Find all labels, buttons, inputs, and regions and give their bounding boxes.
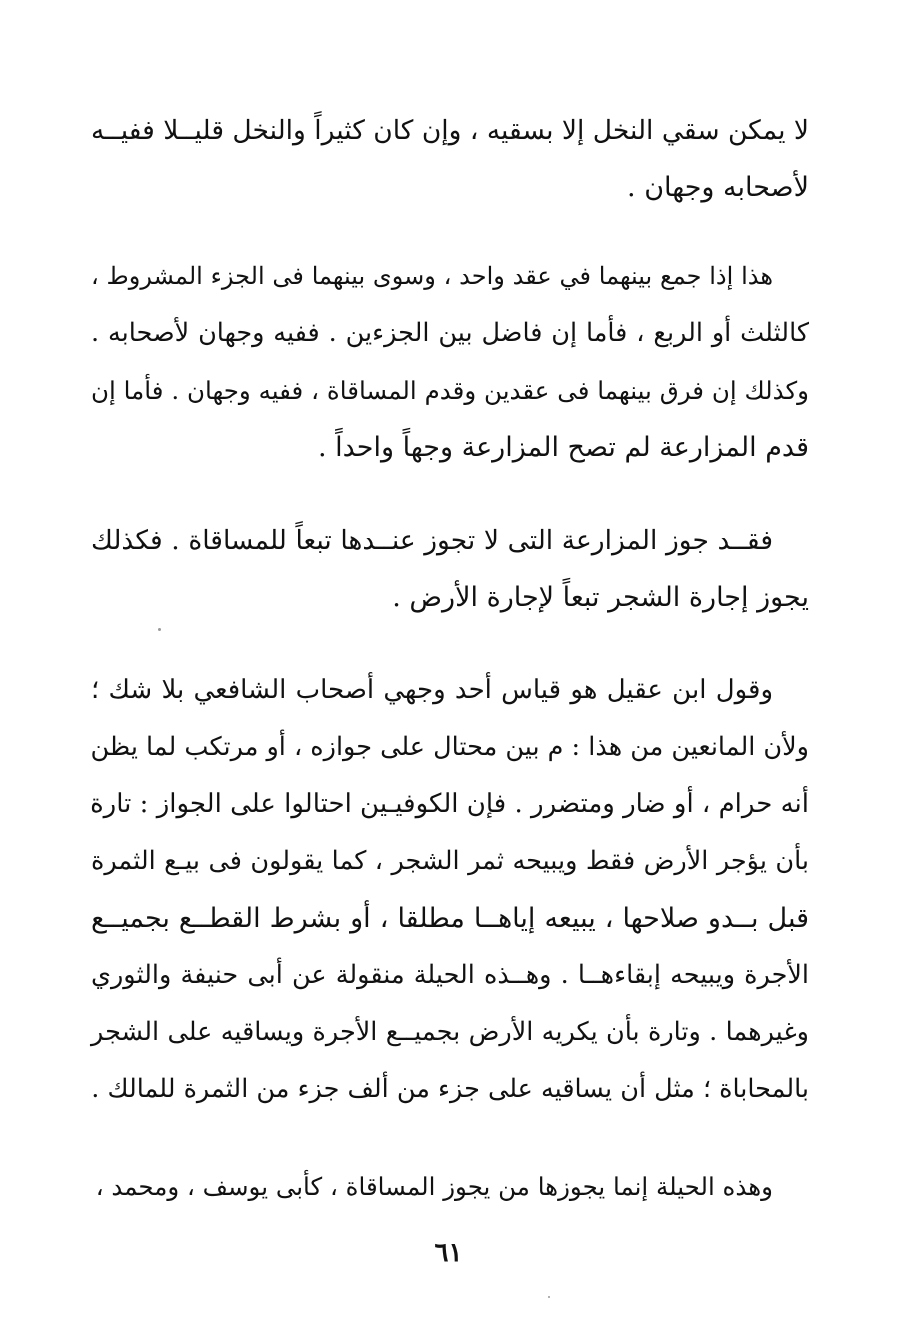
text-line: وكذلك إن فرق بينهما فى عقدين وقدم المساقاة ، ففيه وجهان . فأما إن <box>91 376 809 405</box>
text-line: أنه حرام ، أو ضار ومتضرر . فإن الكوفيـين احتالوا على الجواز : تارة <box>90 789 809 819</box>
paragraph-3 <box>91 512 809 626</box>
text-line: قدم المزارعة لم تصح المزارعة وجهاً واحداً . <box>317 432 809 463</box>
text-line: ولأن المانعين من هذا : م بين محتال على جوازه ، أو مرتكب لما يظن <box>90 732 809 762</box>
text-line: بالمحاباة ؛ مثل أن يساقيه على جزء من ألف جزء من الثمرة للمالك . <box>91 1074 809 1104</box>
text-line: هذا إذا جمع بينهما في عقد واحد ، وسوى بينهما فى الجزء المشروط ، <box>91 262 773 290</box>
text-line: يجوز إجارة الشجر تبعاً لإجارة الأرض . <box>392 582 809 613</box>
text-line: الأجرة ويبيحه إبقاءهــا . وهــذه الحيلة منقولة عن أبى حنيفة والثوري <box>91 960 809 990</box>
paragraph-5 <box>91 1158 809 1215</box>
scan-speck <box>158 628 161 631</box>
text-line: فقــد جوز المزارعة التى لا تجوز عنــدها تبعاً للمساقاة . فكذلك <box>91 525 773 556</box>
text-line: وهذه الحيلة إنما يجوزها من يجوز المساقاة ، كأبى يوسف ، ومحمد ، <box>95 1172 773 1201</box>
text-line: وقول ابن عقيل هو قياس أحد وجهي أصحاب الشافعي بلا شك ؛ <box>91 675 773 705</box>
paragraph-4 <box>91 662 809 1118</box>
text-line: قبل بــدو صلاحها ، يبيعه إياهــا مطلقا ، أو بشرط القطــع بجميــع <box>91 903 809 934</box>
paragraph-2 <box>91 248 809 476</box>
text-line: كالثلث أو الربع ، فأما إن فاضل بين الجزءين . ففيه وجهان لأصحابه . <box>91 318 809 348</box>
text-line: بأن يؤجر الأرض فقط ويبيحه ثمر الشجر ، كما يقولون فى بيـع الثمرة <box>91 846 809 876</box>
paragraph-1 <box>91 102 809 216</box>
text-line: لأصحابه وجهان . <box>627 172 809 203</box>
text-line: لا يمكن سقي النخل إلا بسقيه ، وإن كان كثيراً والنخل قليــلا ففيــه <box>90 115 809 146</box>
text-line: وغيرهما . وتارة بأن يكريه الأرض بجميــع الأجرة ويساقيه على الشجر <box>91 1017 809 1047</box>
page-number: ٦١ <box>434 1238 463 1268</box>
scan-speck <box>548 1296 550 1298</box>
